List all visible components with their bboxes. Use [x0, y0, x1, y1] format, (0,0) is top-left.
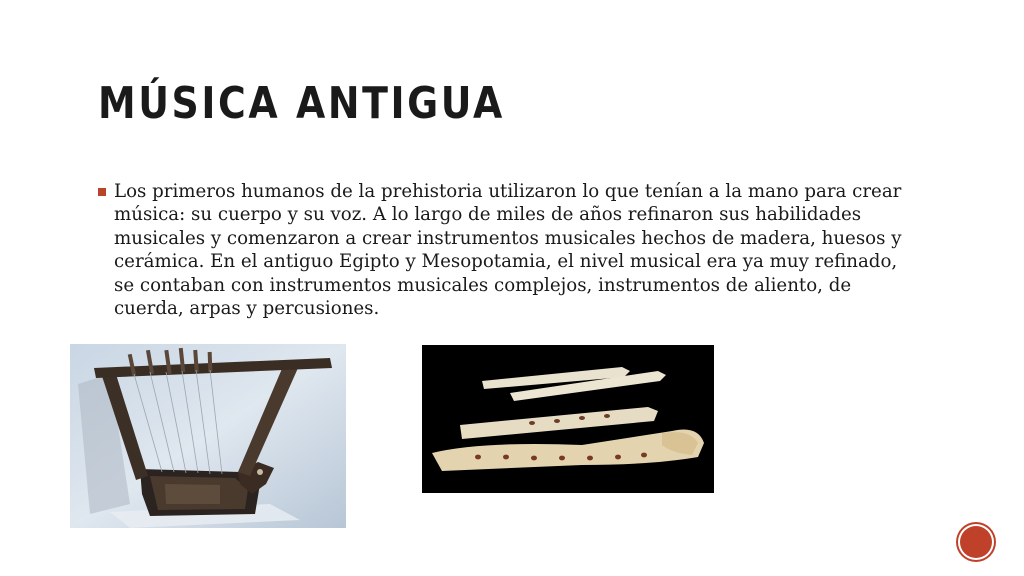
slide-body: [98, 180, 918, 320]
bullet-item: [98, 180, 918, 320]
bone-flutes-photo: [422, 345, 714, 493]
slide-title: MÚSICA ANTIGUA: [98, 78, 505, 129]
bullet-text: Los primeros humanos de la prehistoria utilizaron lo que tenían a la mano para crear música: su cuerpo y su voz. A lo largo de miles de años refinaron sus habilidades musicales y comenzaron a crear instrumentos musicales hechos de madera, huesos y cerámica. En el antiguo Egipto y Mesopotamia, el nivel musical era ya muy refinado, se contaban con instrumentos musicales complejos, instrumentos de aliento, de cuerda, arpas y percusiones.: [114, 181, 902, 320]
lyre-photo: [70, 344, 346, 528]
square-bullet-icon: [98, 188, 106, 196]
slide-number-badge: [958, 524, 994, 560]
